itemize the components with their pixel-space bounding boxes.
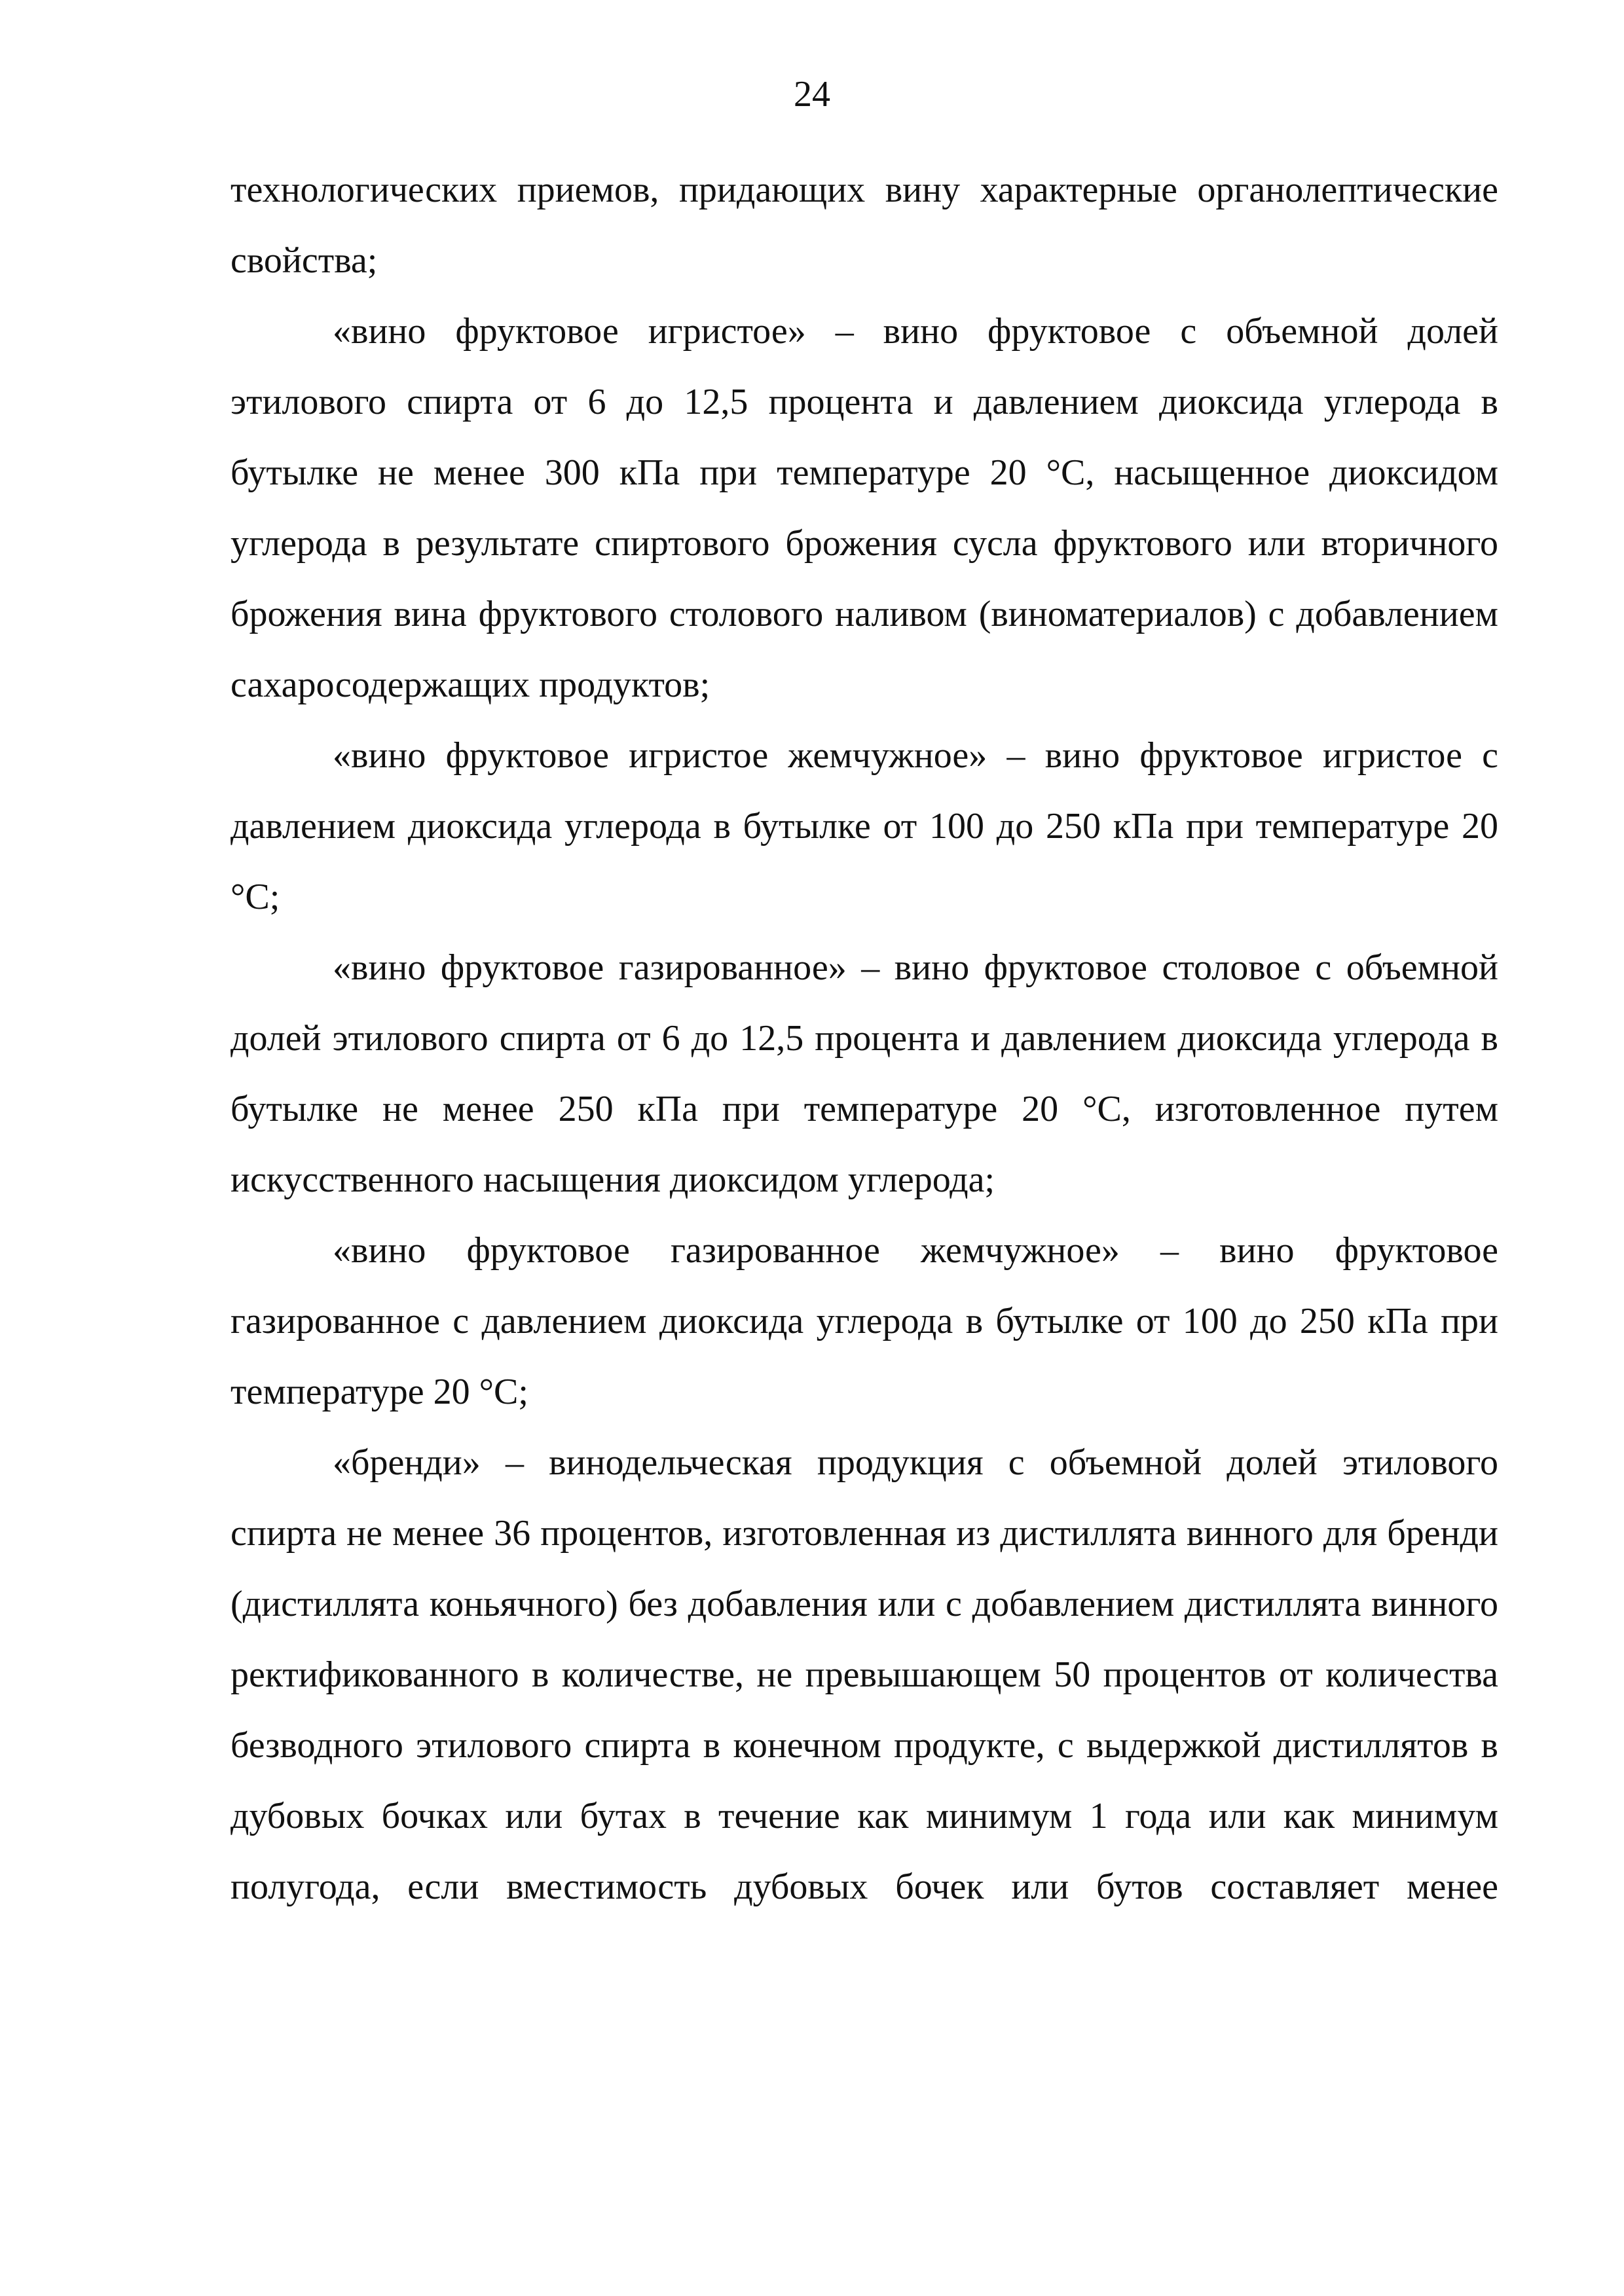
definition-pearl-sparkling-fruit-wine: «вино фруктовое игристое жемчужное» – вино фруктовое игристое с давлением диоксида углерода в бутылке от 100 до 250 кПа при температуре 20 °С; bbox=[231, 735, 1498, 917]
definition-brandy: «бренди» – винодельческая продукция с объемной долей этилового спирта не менее 36 процентов, изготовленная из дистиллята винного для бренди (дистиллята коньячного) без добавления или с добавлением дистиллята винного ректификованного в количестве, не превышающем 50 процентов от количества безводного этилового спирта в конечном продукте, с выдержкой дистиллятов в дубовых бочках или бутах в течение как минимум 1 года или как минимум полугода, если вместимость дубовых бочек или бутов составляет менее bbox=[231, 1442, 1498, 1907]
definition-sparkling-fruit-wine: «вино фруктовое игристое» – вино фруктовое с объемной долей этилового спирта от 6 до 12,5 процента и давлением диоксида углерода в бутылке не менее 300 кПа при температуре 20 °С, насыщенное диоксидом углерода в результате спиртового брожения сусла фруктового или вторичного брожения вина фруктового столового наливом (виноматериалов) с добавлением сахаросодержащих продуктов; bbox=[231, 311, 1498, 705]
page-number: 24 bbox=[794, 74, 830, 115]
paragraph-continuation: технологических приемов, придающих вину характерные органолептические свойства; bbox=[231, 170, 1498, 281]
definition-pearl-carbonated-fruit-wine: «вино фруктовое газированное жемчужное» – вино фруктовое газированное с давлением диоксида углерода в бутылке от 100 до 250 кПа при температуре 20 °С; bbox=[231, 1230, 1498, 1412]
body-text bbox=[231, 155, 1498, 1922]
definition-carbonated-fruit-wine: «вино фруктовое газированное» – вино фруктовое столовое с объемной долей этилового спирта от 6 до 12,5 процента и давлением диоксида углерода в бутылке не менее 250 кПа при температуре 20 °С, изготовленное путем искусственного насыщения диоксидом углерода; bbox=[231, 947, 1498, 1200]
